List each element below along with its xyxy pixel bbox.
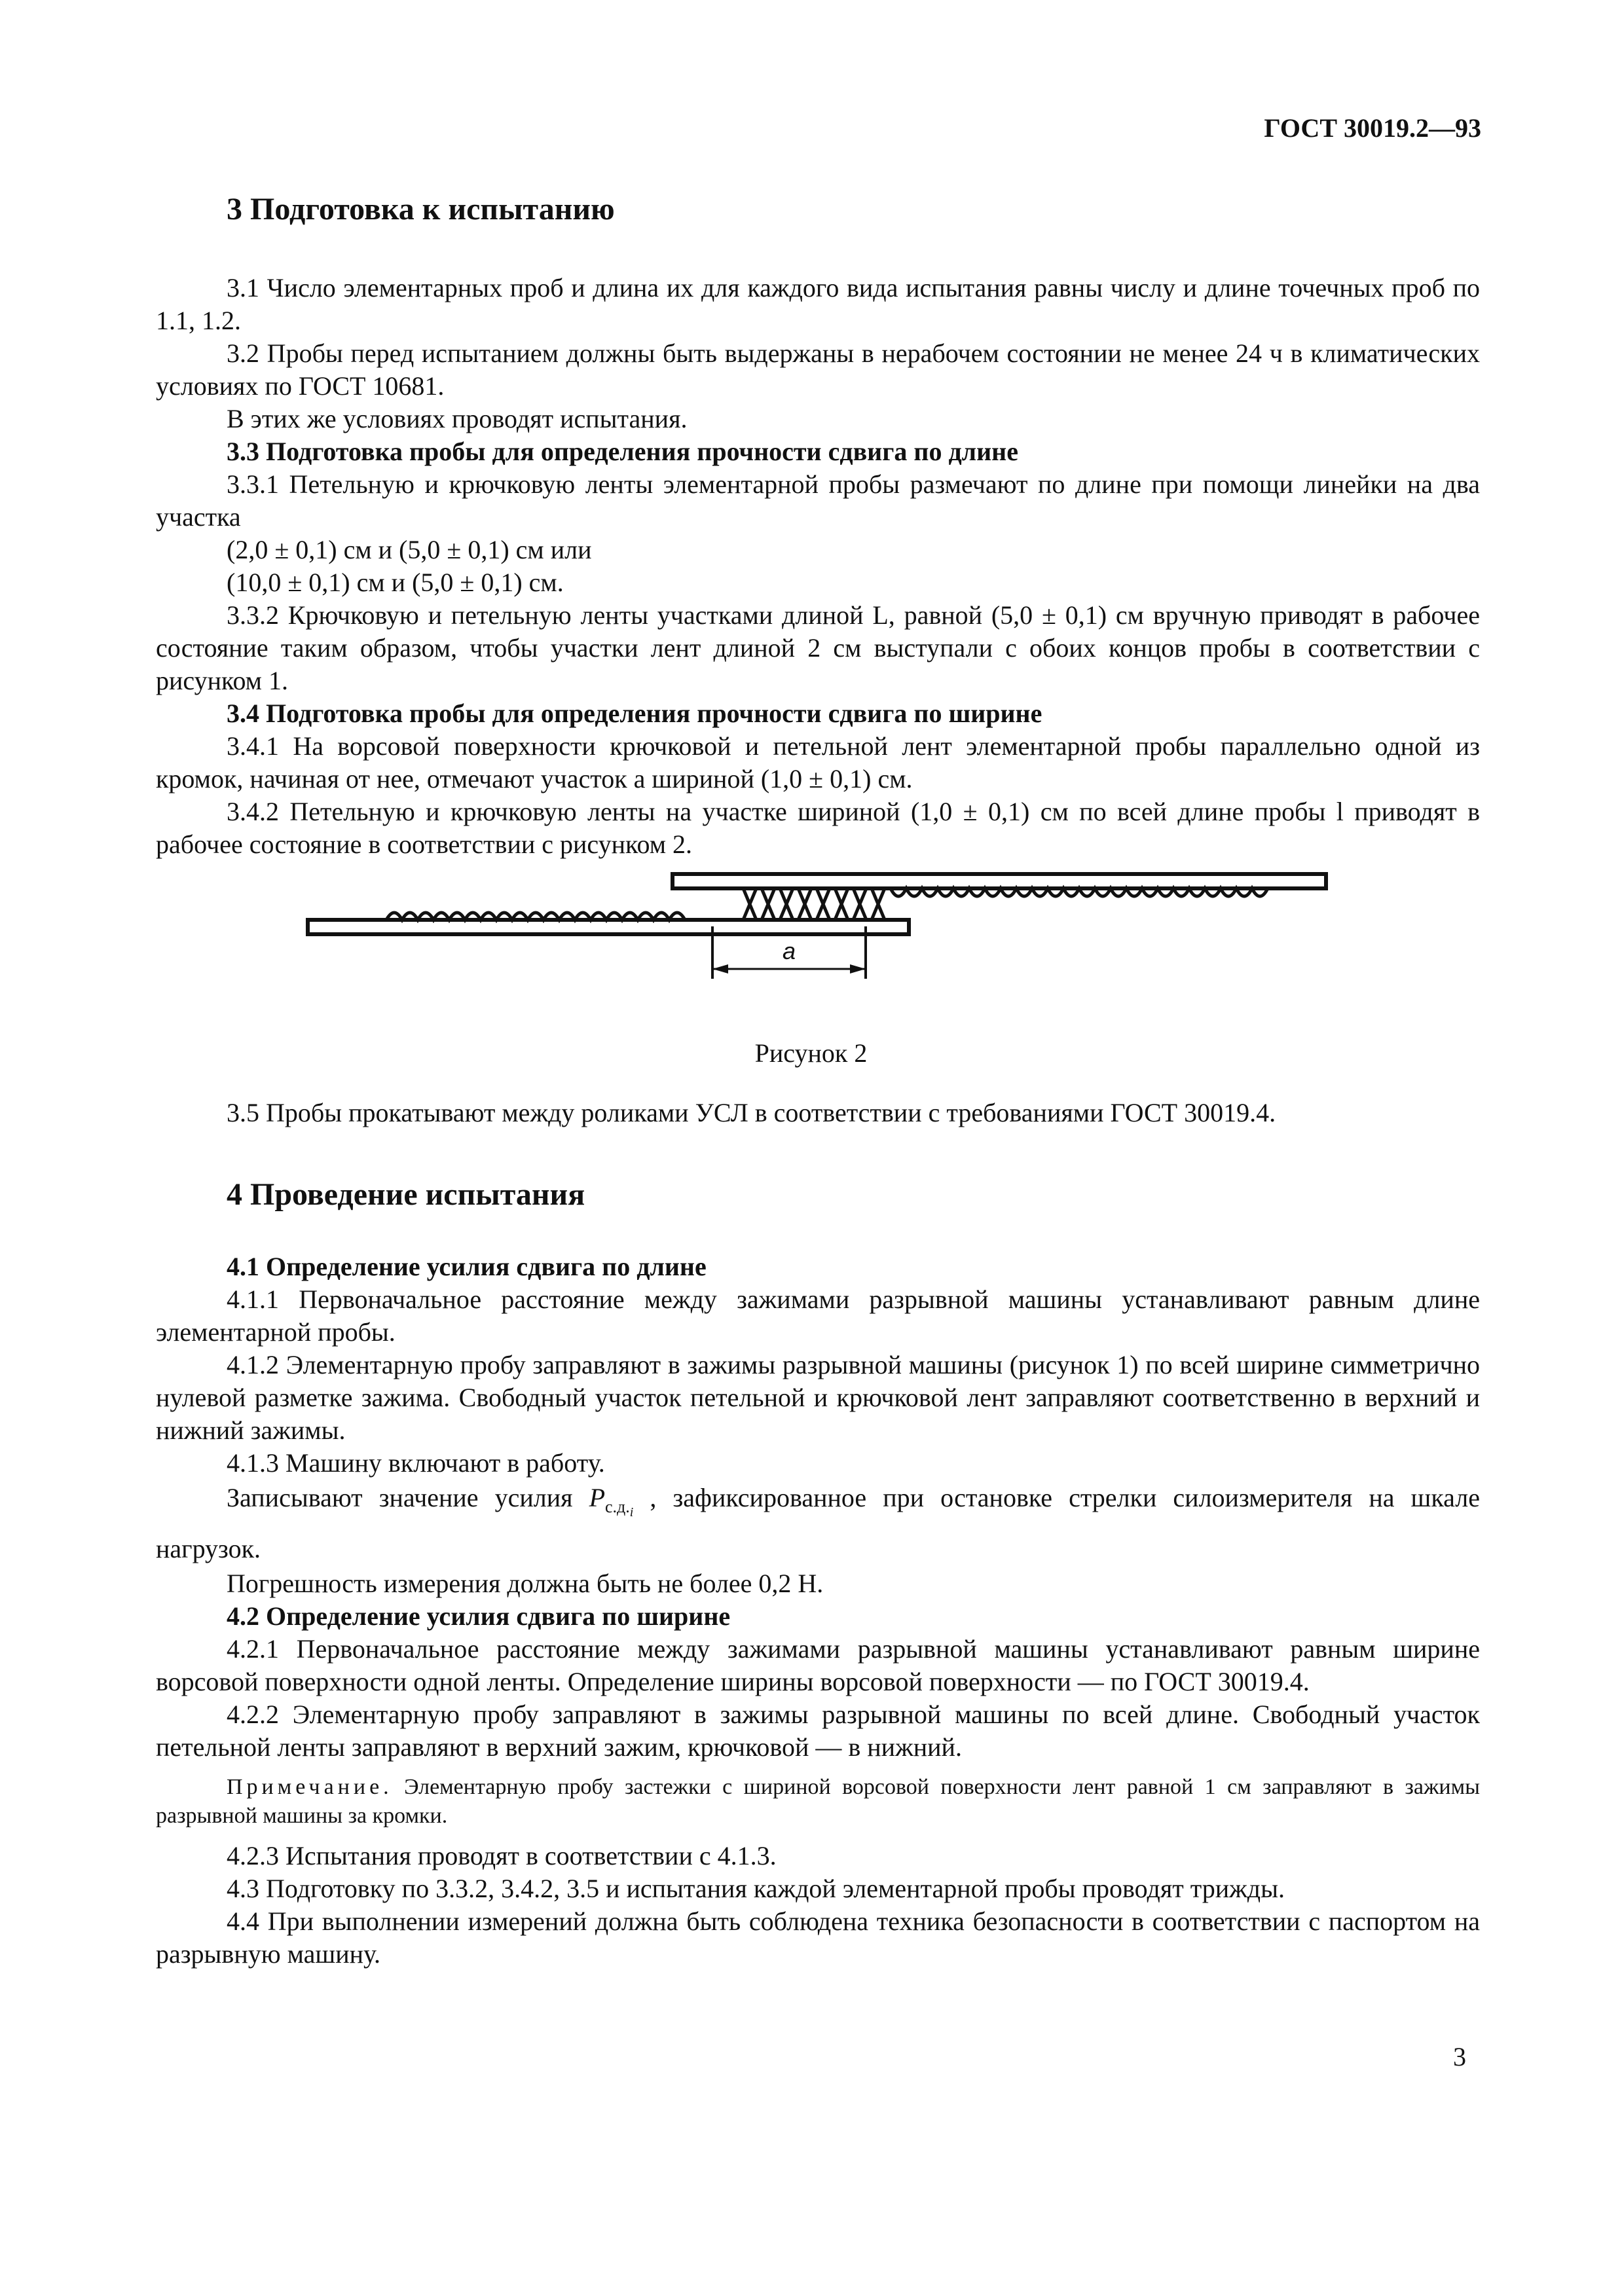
paragraph-4-2-3: 4.2.3 Испытания проводят в соответствии с 4.1.3. [227, 1841, 777, 1871]
subsection-4-2-title: 4.2 Определение усилия сдвига по ширине [227, 1601, 731, 1631]
lower-tape [308, 920, 909, 934]
figure-caption: Рисунок 2 [754, 1038, 868, 1068]
paragraph-3-3-1a: (2,0 ± 0,1) см и (5,0 ± 0,1) см или [227, 535, 592, 564]
paragraph-3-5: 3.5 Пробы прокатывают между роликами УСЛ в соответствии с требованиями ГОСТ 30019.4. [227, 1098, 1276, 1127]
paragraph-3-4-1: 3.4.1 На ворсовой поверхности крючковой и петельной лент элементарной пробы параллельно одной из кромок, начиная от нее, отмечают участок а шириной (1,0 ± 0,1) см. [156, 731, 1480, 793]
paragraph-4-3: 4.3 Подготовку по 3.3.2, 3.4.2, 3.5 и испытания каждой элементарной пробы проводят трижды. [227, 1874, 1285, 1904]
section-3-title: 3 Подготовка к испытанию [227, 192, 615, 227]
section-4-body [156, 1250, 1480, 1971]
paragraph-3-1: 3.1 Число элементарных проб и длина их для каждого вида испытания равны числу и длине точечных проб по 1.1, 1.2. [156, 273, 1480, 335]
section-3-body-top [156, 272, 1480, 861]
paragraph-3-3-1: 3.3.1 Петельную и крючковую ленты элементарной пробы размечают по длине при помощи линейки на два участка [156, 469, 1480, 532]
section-4-title: 4 Проведение испытания [227, 1177, 585, 1212]
force-subscript: с.д. [605, 1497, 630, 1516]
subsection-4-1-title: 4.1 Определение усилия сдвига по длине [227, 1252, 707, 1281]
figure-2-diagram [301, 867, 1336, 998]
document-header: ГОСТ 30019.2—93 [1264, 113, 1481, 143]
paragraph-4-2-1: 4.2.1 Первоначальное расстояние между зажимами разрывной машины устанавливают равным ширине ворсовой поверхности одной ленты. Определение ширины ворсовой поверхности — по ГОСТ 30019.4. [156, 1634, 1480, 1697]
paragraph-4-1-1: 4.1.1 Первоначальное расстояние между зажимами разрывной машины устанавливают равным длине элементарной пробы. [156, 1285, 1480, 1347]
note [156, 1773, 1480, 1831]
note-text: Элементарную пробу застежки с шириной ворсовой поверхности лент равной 1 см заправляют в зажимы разрывной машины за кромки. [156, 1775, 1480, 1829]
paragraph-3-3-1b: (10,0 ± 0,1) см и (5,0 ± 0,1) см. [227, 568, 564, 597]
paragraph-3-2b: В этих же условиях проводят испытания. [227, 404, 688, 433]
paragraph-4-1-2: 4.1.2 Элементарную пробу заправляют в зажимы разрывной машины (рисунок 1) по всей ширине симметрично нулевой разметке зажима. Свободный участок петельной и крючковой лент заправляют соответственно в верхний и нижний зажимы. [156, 1350, 1480, 1445]
force-index: i [629, 1505, 634, 1520]
paragraph-4-1-3: 4.1.3 Машину включают в работу. [227, 1448, 605, 1478]
paragraph-4-4: 4.4 При выполнении измерений должна быть соблюдена техника безопасности в соответствии с паспортом на разрывную машину. [156, 1906, 1480, 1969]
paragraph-4-1-3c: Погрешность измерения должна быть не более 0,2 Н. [227, 1569, 824, 1599]
paragraph-3-2: 3.2 Пробы перед испытанием должны быть выдержаны в нерабочем состоянии не менее 24 ч в климатических условиях по ГОСТ 10681. [156, 338, 1480, 401]
subsection-3-4-title: 3.4 Подготовка пробы для определения прочности сдвига по ширине [227, 699, 1042, 728]
paragraph-4-2-2: 4.2.2 Элементарную пробу заправляют в зажимы разрывной машины по всей длине. Свободный участок петельной ленты заправляют в верхний зажим, крючковой — в нижний. [156, 1700, 1480, 1762]
paragraph-3-4-2: 3.4.2 Петельную и крючковую ленты на участке шириной (1,0 ± 0,1) см по всей длине пробы l приводят в рабочее состояние в соответствии с рисунком 2. [156, 797, 1480, 859]
upper-tape [673, 874, 1326, 888]
paragraph-3-3-2: 3.3.2 Крючковую и петельную ленты участками длиной L, равной (5,0 ± 0,1) см вручную приводят в рабочее состояние таким образом, чтобы участки лент длиной 2 см выступали с обоих концов пробы в соответствии с рисунком 1. [156, 600, 1480, 695]
paragraph-4-1-3b [156, 1480, 1480, 1567]
force-symbol: P [589, 1483, 606, 1512]
subsection-3-3-title: 3.3 Подготовка пробы для определения прочности сдвига по длине [227, 437, 1018, 466]
p413b-tail: , зафиксированное при остановке стрелки силоизмерителя на шкале нагрузок. [156, 1483, 1480, 1564]
p413b-lead: Записывают значение усилия [227, 1483, 589, 1512]
engaged-zone [743, 888, 885, 920]
dimension-label: a [782, 938, 796, 964]
page-number: 3 [1453, 2042, 1466, 2071]
section-3-body-bottom [156, 1097, 1480, 1129]
note-label: Примечание. [227, 1775, 393, 1800]
